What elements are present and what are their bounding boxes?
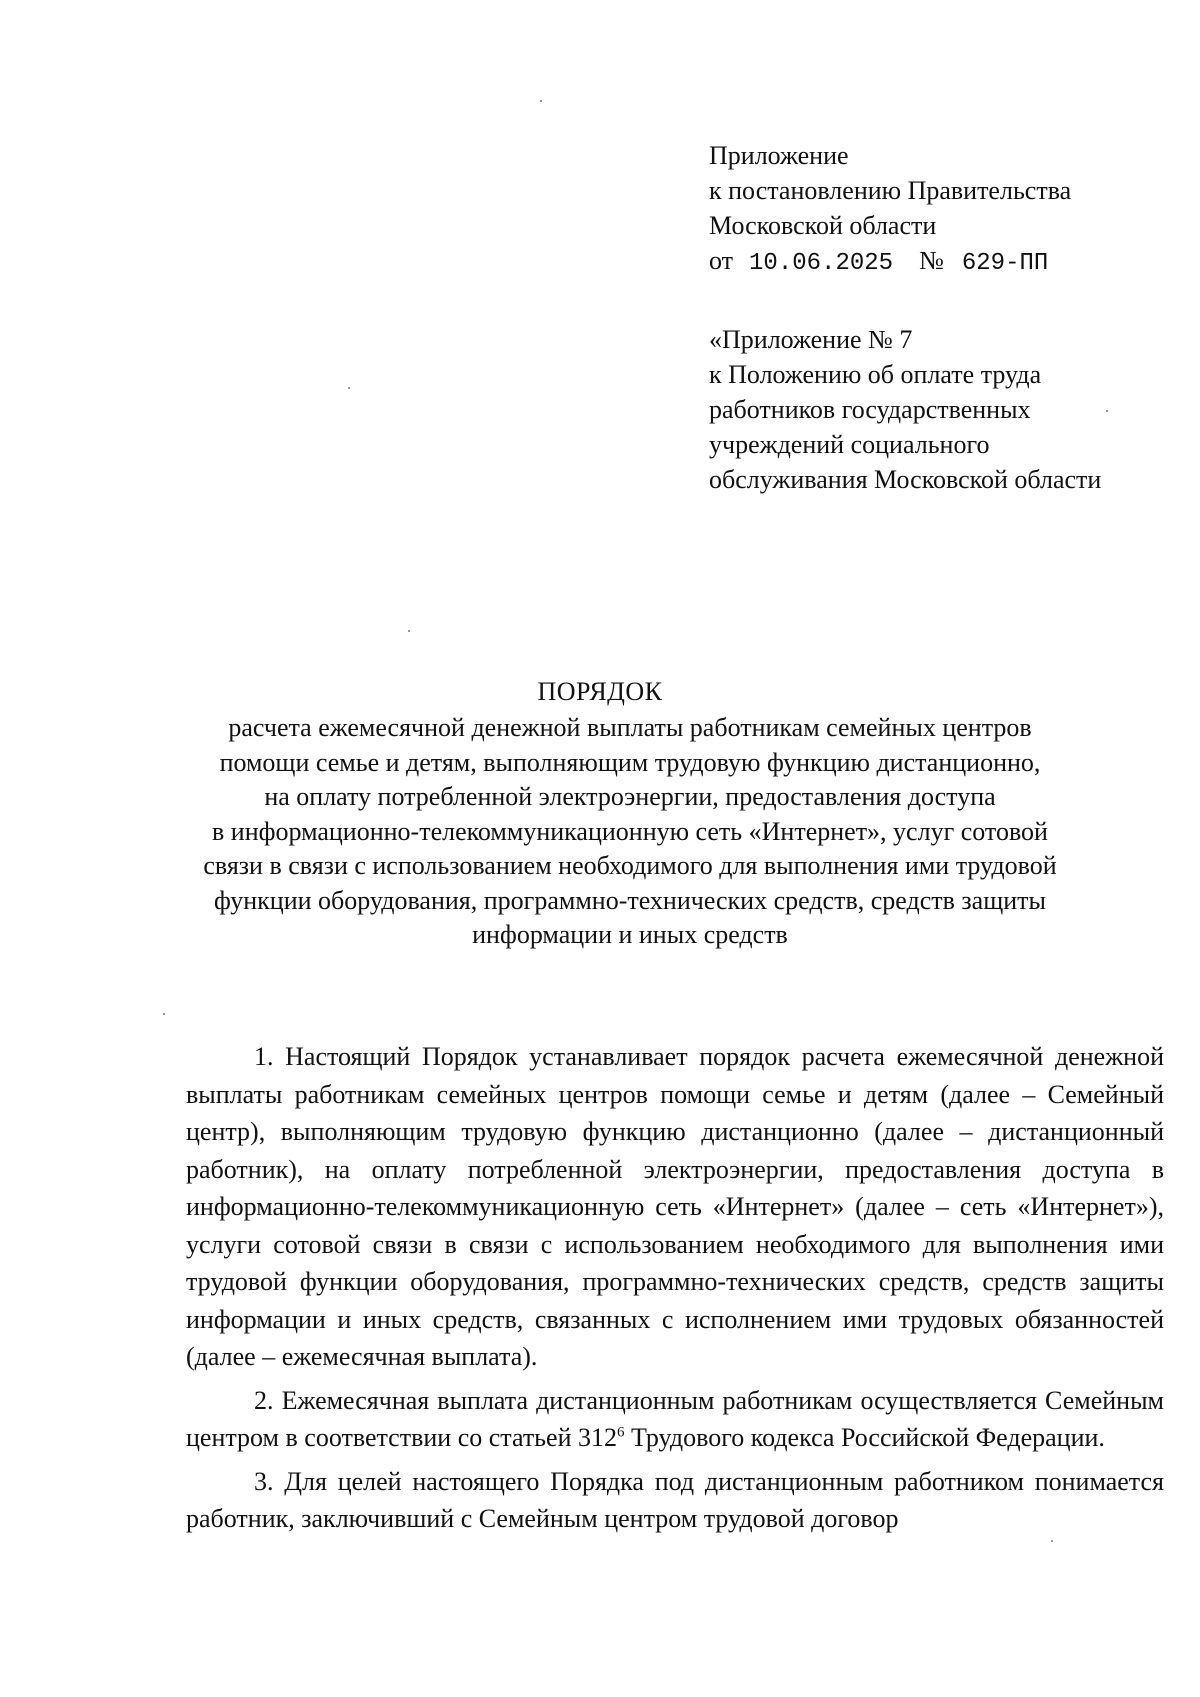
inner-appendix-line5: обслуживания Московской области bbox=[709, 465, 1102, 494]
paragraph-1: 1. Настоящий Порядок устанавливает порядок расчета ежемесячной денежной выплаты работникам семейных центров помощи семье и детям (далее – Семейный центр), выполняющим трудовую функцию дистанционно (далее – дистанционный работник), на оплату потребленной электроэнергии, предоставления доступа в информационно-телекоммуникационную сеть «Интернет» (далее – сеть «Интернет»), услуги сотовой связи в связи с использованием необходимого для выполнения ими трудовой функции оборудования, программно-технических средств, средств защиты информации и иных средств, связанных с исполнением ими трудовых обязанностей (далее – ежемесячная выплата). bbox=[186, 1042, 1164, 1371]
resolution-date-line bbox=[709, 243, 1071, 281]
subtitle-line: расчета ежемесячной денежной выплаты работникам семейных центров bbox=[228, 713, 1032, 742]
document-title: ПОРЯДОК bbox=[537, 677, 663, 706]
appendix-header-line3: Московской области bbox=[709, 211, 937, 240]
inner-appendix-header bbox=[709, 322, 1101, 497]
scan-speck bbox=[408, 630, 410, 632]
inner-appendix-line1: «Приложение № 7 bbox=[709, 325, 913, 354]
subtitle-line: помощи семье и детям, выполняющим трудовую функцию дистанционно, bbox=[219, 747, 1041, 777]
scan-speck bbox=[1106, 410, 1108, 412]
appendix-header-line2: к постановлению Правительства bbox=[709, 176, 1072, 205]
scan-speck bbox=[348, 387, 350, 389]
appendix-header bbox=[709, 138, 1071, 281]
resolution-number: 629-ПП bbox=[961, 250, 1049, 277]
scan-speck bbox=[540, 100, 542, 102]
inner-appendix-line4: учреждений социального bbox=[709, 430, 990, 459]
document-subtitle bbox=[170, 711, 1090, 953]
subtitle-line: функции оборудования, программно-технических средств, средств защиты bbox=[214, 885, 1046, 915]
resolution-date: 10.06.2025 bbox=[749, 250, 894, 277]
paragraph-2-text: 2. Ежемесячная выплата дистанционным работникам осуществляется Семейным центром в соответствии со статьей 312 bbox=[186, 1385, 1164, 1452]
inner-appendix-line3: работников государственных bbox=[709, 395, 1031, 424]
subtitle-line: связи в связи с использованием необходимого для выполнения ими трудовой bbox=[203, 851, 1057, 880]
article-superscript: 6 bbox=[617, 1424, 625, 1441]
paragraph-3: 3. Для целей настоящего Порядка под дистанционным работником понимается работник, заключивший с Семейным центром трудовой договор bbox=[186, 1466, 1164, 1533]
subtitle-line: информации и иных средств bbox=[472, 920, 788, 949]
date-prefix: от bbox=[709, 246, 734, 275]
document-body bbox=[186, 1038, 1164, 1538]
scan-speck bbox=[163, 1013, 165, 1015]
number-sign: № bbox=[919, 246, 944, 275]
subtitle-line: в информационно-телекоммуникационную сеть «Интернет», услуг сотовой bbox=[212, 816, 1048, 846]
scan-speck bbox=[1051, 1540, 1053, 1542]
inner-appendix-line2: к Положению об оплате труда bbox=[709, 360, 1042, 389]
paragraph-2-text-end: Трудового кодекса Российской Федерации. bbox=[624, 1423, 1105, 1452]
subtitle-line: на оплату потребленной электроэнергии, предоставления доступа bbox=[264, 782, 996, 811]
appendix-header-line1: Приложение bbox=[709, 141, 849, 170]
paragraph-2 bbox=[186, 1382, 1164, 1457]
